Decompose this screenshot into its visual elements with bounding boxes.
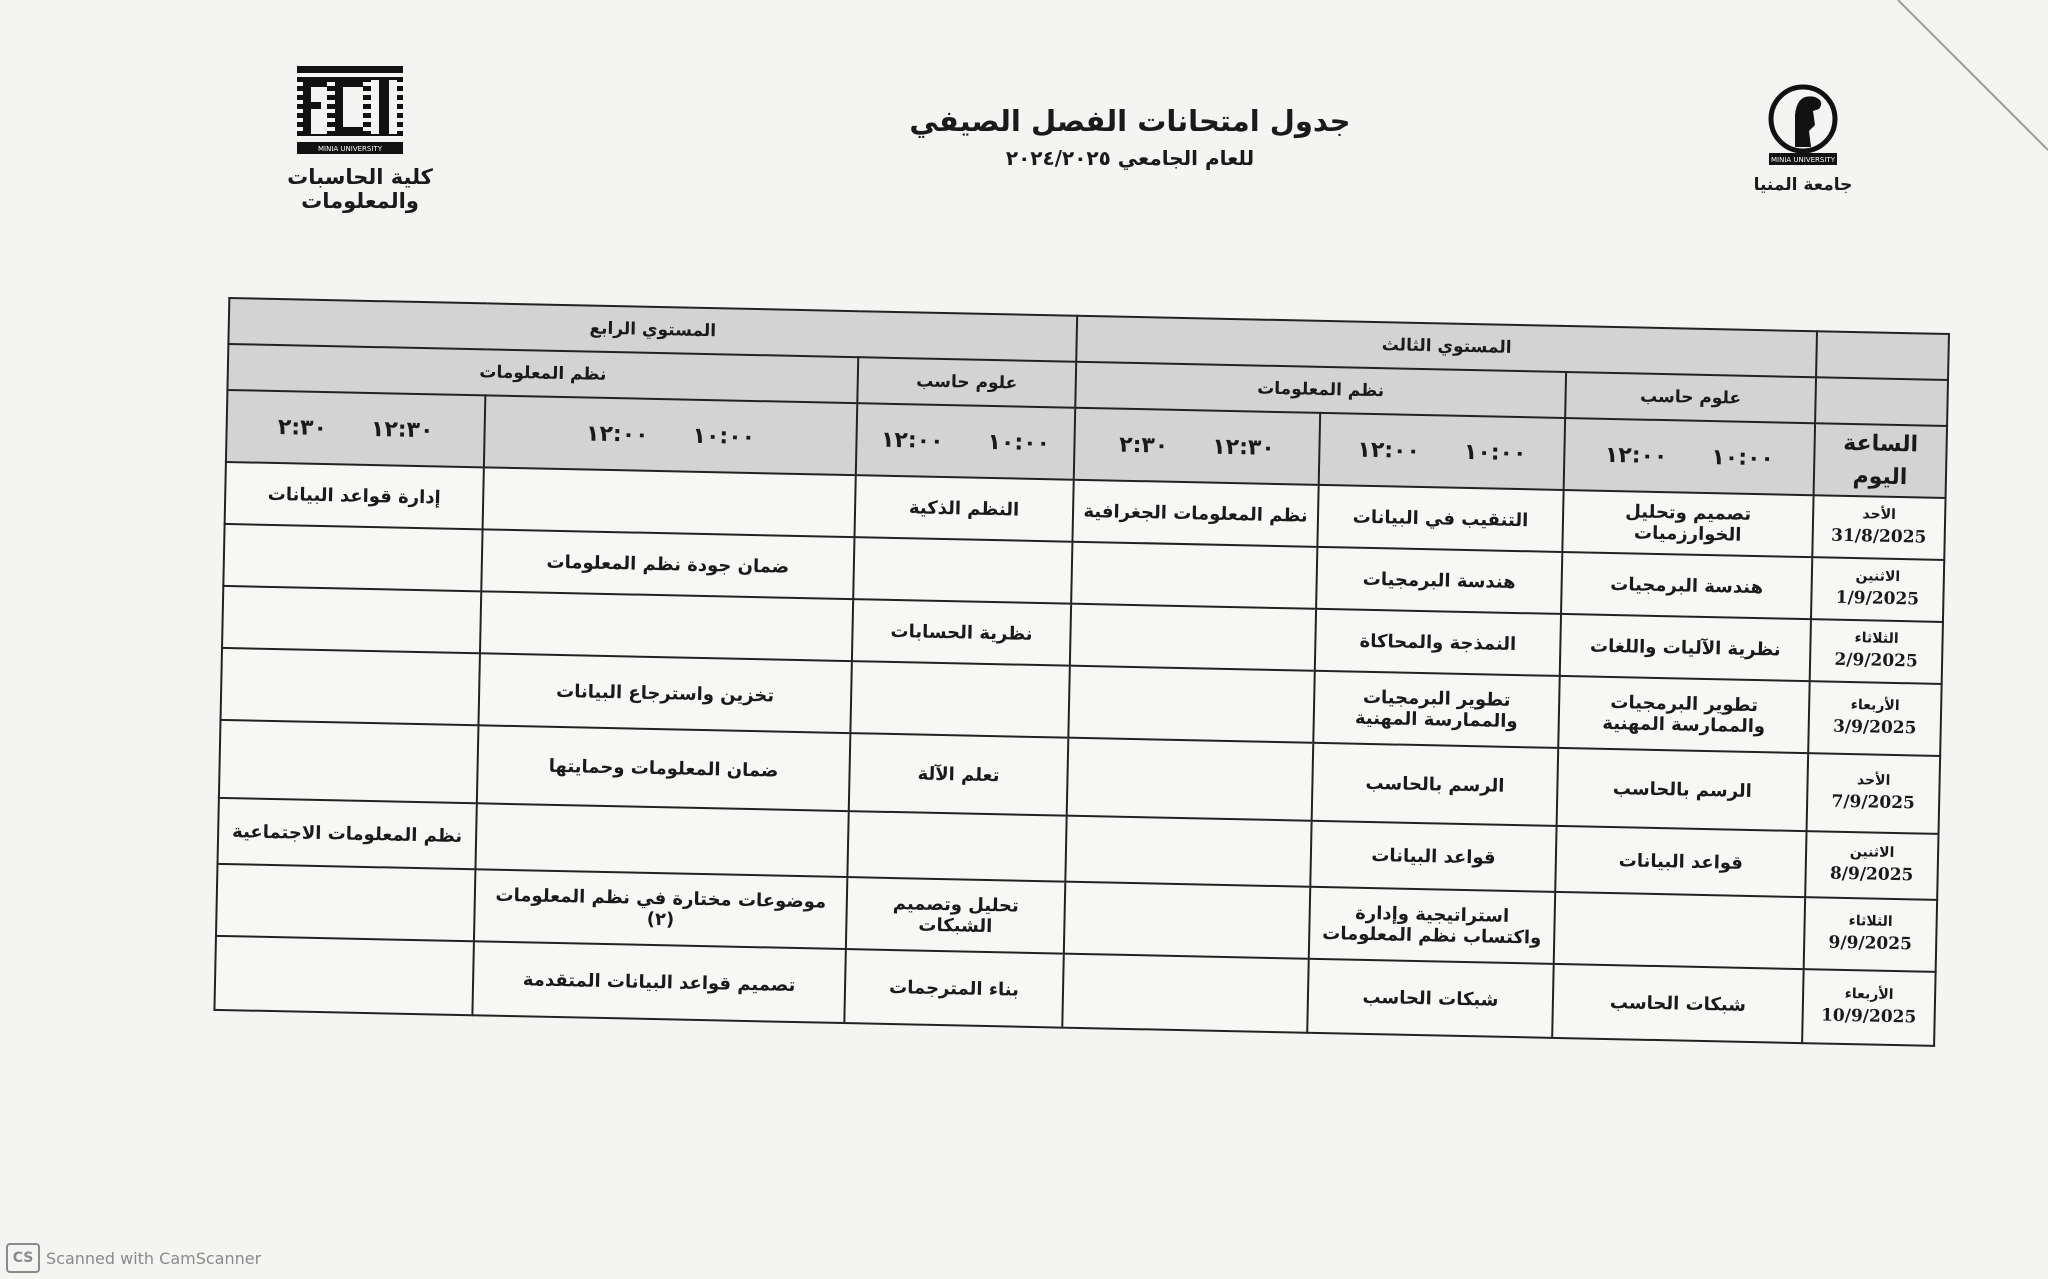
dept-header-level4-is: نظم المعلومات (227, 344, 858, 403)
time-day-corner (1814, 423, 1947, 498)
exam-course-cell (214, 936, 473, 1015)
level-fourth-header: المستوي الرابع (228, 298, 1077, 362)
exam-course-cell: التنقيب في البيانات (1317, 485, 1563, 552)
exam-course-cell (480, 591, 853, 661)
time-slot-end: ١٢:٠٠ (1604, 442, 1668, 469)
exam-course-cell: النظم الذكية (854, 475, 1073, 542)
day-name: الأحد (1856, 772, 1891, 790)
day-date-cell (1802, 969, 1936, 1046)
exam-course-cell: نظم المعلومات الاجتماعية (218, 798, 477, 869)
time-slot-gap (1667, 463, 1711, 464)
exam-date: 1/9/2025 (1835, 587, 1920, 610)
time-slot-gap (648, 441, 692, 442)
exam-course-cell: استراتيجية وإدارة واكتساب نظم المعلومات (1309, 887, 1555, 964)
exam-course-cell: هندسة البرمجيات (1561, 552, 1812, 619)
exam-schedule (213, 297, 1948, 1047)
time-slot-end: ١٢:٠٠ (880, 427, 944, 454)
university-logo (1755, 75, 1851, 170)
exam-course-cell: شبكات الحاسب (1552, 964, 1803, 1043)
time-slot-start: ١٠:٠٠ (1463, 439, 1527, 466)
dept-header-level3-cs: علوم حاسب (1565, 372, 1816, 423)
exam-course-cell (475, 803, 848, 877)
camscanner-watermark (6, 1243, 261, 1273)
exam-course-cell: موضوعات مختارة في نظم المعلومات (٢) (474, 869, 847, 949)
day-date-cell (1812, 495, 1945, 560)
exam-course-cell: الرسم بالحاسب (1312, 743, 1559, 826)
exam-date: 2/9/2025 (1834, 649, 1919, 672)
exam-course-cell (221, 648, 480, 725)
time-slot-start: ١٢:٣٠ (1211, 434, 1276, 461)
time-slot-header (1074, 408, 1320, 485)
time-slot-end: ٢:٣٠ (1118, 432, 1169, 459)
exam-course-cell (853, 537, 1072, 604)
exam-course-cell: تحليل وتصميم الشبكات (846, 877, 1065, 954)
exam-course-cell: تطوير البرمجيات والممارسة المهنية (1558, 676, 1809, 753)
exam-date: 8/9/2025 (1829, 863, 1914, 886)
time-slot-start: ١٠:٠٠ (692, 423, 756, 450)
day-name: الاثنين (1855, 568, 1901, 586)
exam-course-cell: ضمان المعلومات وحمايتها (477, 725, 851, 811)
svg-text:MINIA UNIVERSITY: MINIA UNIVERSITY (1771, 156, 1835, 164)
time-slot-header (1564, 418, 1815, 495)
exam-course-cell (1062, 954, 1309, 1033)
exam-course-cell (1068, 666, 1314, 743)
exam-course-cell (222, 586, 481, 653)
time-slot-end: ١٢:٠٠ (1357, 437, 1421, 464)
exam-course-cell: ضمان جودة نظم المعلومات (481, 529, 854, 599)
exam-date: 9/9/2025 (1828, 932, 1913, 955)
time-slot-start: ١٢:٣٠ (370, 416, 434, 443)
exam-course-cell: تصميم قواعد البيانات المتقدمة (472, 941, 845, 1023)
exam-course-cell: إدارة قواعد البيانات (225, 462, 484, 529)
exam-course-cell: تصميم وتحليل الخوارزميات (1562, 490, 1813, 557)
exam-course-cell (1064, 882, 1310, 959)
day-name: الأربعاء (1844, 986, 1894, 1004)
exam-course-cell (1067, 738, 1314, 821)
exam-course-cell (483, 467, 856, 537)
exam-course-cell (223, 524, 482, 591)
svg-text:MINIA UNIVERSITY: MINIA UNIVERSITY (318, 145, 382, 153)
day-name: الأربعاء (1850, 697, 1900, 715)
exam-course-cell (847, 811, 1066, 882)
exam-course-cell: قواعد البيانات (1310, 821, 1556, 892)
document-title: جدول امتحانات الفصل الصيفي (909, 104, 1351, 138)
dept-header-level3-is: نظم المعلومات (1075, 362, 1566, 418)
exam-date: 10/9/2025 (1820, 1005, 1917, 1028)
day-name: الاثنين (1849, 844, 1895, 862)
time-slot-end: ١٢:٠٠ (585, 421, 649, 448)
exam-course-cell: تخزين واسترجاع البيانات (478, 653, 851, 733)
exam-course-cell: تطوير البرمجيات والممارسة المهنية (1313, 671, 1559, 748)
time-slot-gap (943, 447, 987, 448)
day-date-cell (1807, 753, 1941, 834)
header-corner-blank (1815, 377, 1948, 426)
dept-header-level4-cs: علوم حاسب (857, 357, 1076, 408)
day-date-cell (1805, 831, 1938, 900)
exam-course-cell: شبكات الحاسب (1307, 959, 1553, 1038)
exam-course-cell (850, 661, 1069, 738)
exam-course-cell: النمذجة والمحاكاة (1315, 609, 1561, 676)
exam-course-cell: الرسم بالحاسب (1557, 748, 1809, 831)
time-slot-gap (1420, 457, 1464, 458)
time-slot-gap (1168, 452, 1212, 453)
day-label: اليوم (1852, 464, 1908, 491)
day-date-cell (1810, 619, 1943, 684)
exam-course-cell (1070, 604, 1316, 671)
time-slot-header (856, 403, 1075, 480)
exam-course-cell (1554, 892, 1805, 969)
exam-course-cell: هندسة البرمجيات (1316, 547, 1562, 614)
time-slot-start: ١٠:٠٠ (1711, 444, 1775, 471)
time-slot-start: ١٠:٠٠ (987, 429, 1051, 456)
header-corner-blank (1816, 331, 1949, 380)
day-date-cell (1804, 897, 1937, 972)
time-slot-header (484, 395, 857, 475)
exam-course-cell: نظم المعلومات الجغرافية (1072, 480, 1318, 547)
camscanner-icon: CS (6, 1243, 40, 1273)
faculty-name: كلية الحاسبات والمعلومات (287, 165, 433, 213)
time-label: الساعة (1842, 430, 1919, 458)
time-slot-gap (327, 435, 371, 436)
document-subtitle: للعام الجامعي ٢٠٢٤/٢٠٢٥ (1005, 146, 1255, 170)
day-name: الثلاثاء (1854, 630, 1899, 648)
level-third-header: المستوي الثالث (1076, 316, 1817, 377)
exam-course-cell: قواعد البيانات (1555, 826, 1806, 897)
exam-course-cell (1065, 816, 1311, 887)
exam-date: 31/8/2025 (1830, 525, 1927, 548)
exam-course-cell: تعلم الآلة (849, 733, 1069, 816)
day-date-cell (1808, 681, 1941, 756)
exam-date: 3/9/2025 (1832, 716, 1917, 739)
faculty-logo (295, 62, 405, 158)
exam-course-cell: نظرية الآليات واللغات (1560, 614, 1811, 681)
time-slot-header (1319, 413, 1565, 490)
time-slot-end: ٢:٣٠ (277, 414, 328, 441)
university-name: جامعة المنيا (1753, 175, 1853, 195)
exam-course-cell: بناء المترجمات (844, 949, 1064, 1028)
exam-course-cell (216, 864, 475, 941)
exam-course-cell (1071, 542, 1317, 609)
day-name: الأحد (1862, 506, 1897, 524)
day-date-cell (1811, 557, 1944, 622)
exam-course-cell (219, 720, 479, 803)
time-slot-header (226, 390, 485, 467)
camscanner-text: Scanned with CamScanner (46, 1248, 262, 1268)
exam-course-cell: نظرية الحسابات (852, 599, 1071, 666)
schedule-table (213, 297, 1950, 1047)
day-name: الثلاثاء (1848, 913, 1893, 931)
exam-date: 7/9/2025 (1831, 791, 1916, 814)
